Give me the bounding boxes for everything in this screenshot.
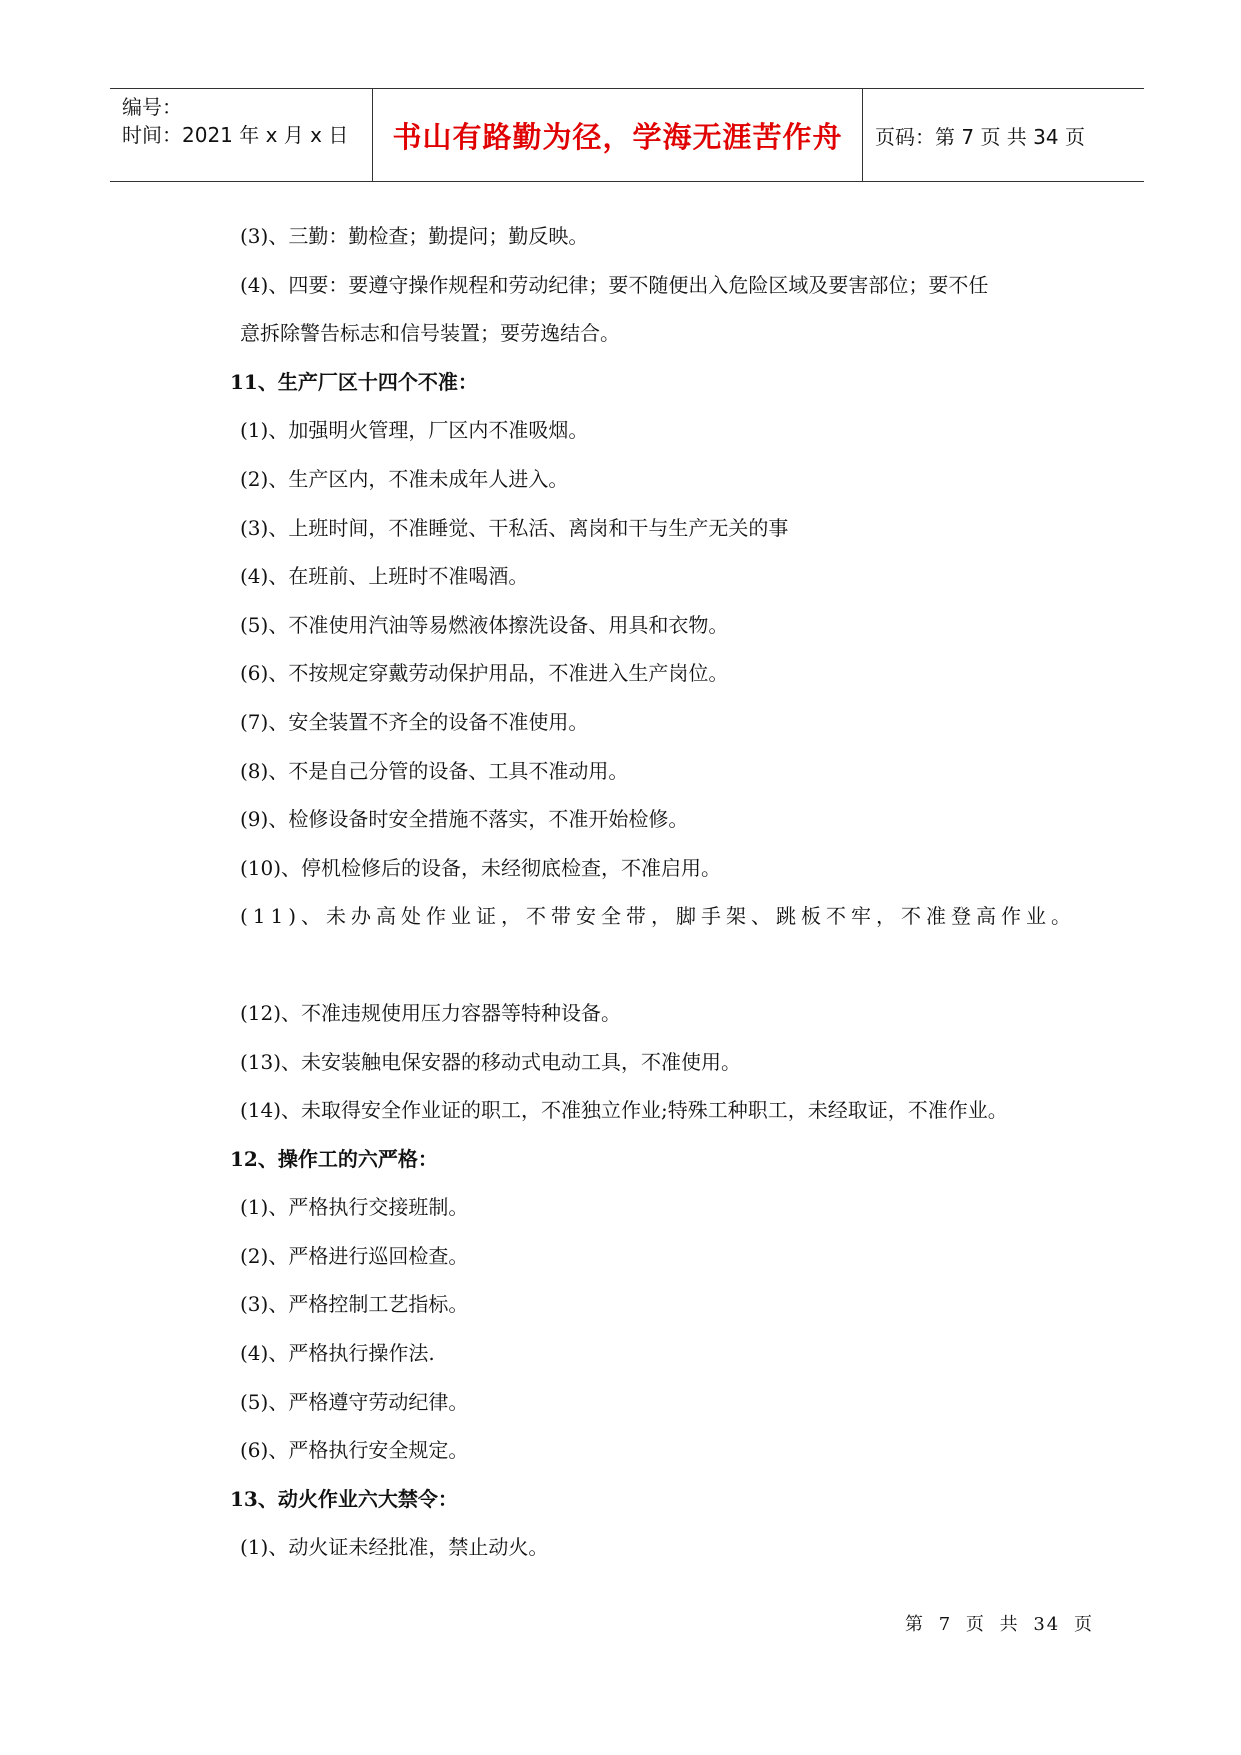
list-item: (1)、动火证未经批准，禁止动火。 (240, 1535, 549, 1560)
list-item: (2)、生产区内，不准未成年人进入。 (240, 466, 569, 491)
list-item: (4)、在班前、上班时不准喝酒。 (240, 564, 529, 589)
paragraph-three-diligences: (3)、三勤：勤检查；勤提问；勤反映。 (240, 224, 589, 248)
time-label: 时间：2021 年 x 月 x 日 (122, 123, 349, 147)
list-item: (1)、严格执行交接班制。 (240, 1195, 469, 1220)
header-page-info: 页码：第 7 页 共 34 页 (875, 124, 1085, 149)
page-footer: 第 7 页 共 34 页 (905, 1614, 1094, 1635)
list-item: (2)、严格进行巡回检查。 (240, 1243, 469, 1268)
list-item: (6)、不按规定穿戴劳动保护用品，不准进入生产岗位。 (240, 661, 729, 686)
list-item: (3)、上班时间，不准睡觉、干私活、离岗和干与生产无关的事 (240, 515, 789, 540)
list-item: (7)、安全装置不齐全的设备不准使用。 (240, 709, 589, 734)
paragraph-four-musts-line2: 意拆除警告标志和信号装置；要劳逸结合。 (240, 321, 620, 346)
header-meta (110, 89, 372, 181)
list-item: (1)、加强明火管理，厂区内不准吸烟。 (240, 418, 589, 443)
document-body (230, 216, 1077, 1576)
list-item: (6)、严格执行安全规定。 (240, 1438, 469, 1463)
list-item: (8)、不是自己分管的设备、工具不准动用。 (240, 758, 629, 783)
section-title-13: 13、动火作业六大禁令： (230, 1486, 458, 1511)
list-item: (4)、严格执行操作法. (240, 1341, 435, 1366)
section-title-11: 11、生产厂区十四个不准： (230, 369, 478, 394)
paragraph-four-musts-line1: (4)、四要：要遵守操作规程和劳动纪律；要不随便出入危险区域及要害部位；要不任 (240, 272, 989, 297)
list-item: (11)、未办高处作业证，不带安全带，脚手架、跳板不牢，不准登高作业。 (240, 904, 1077, 929)
list-item: (5)、严格遵守劳动纪律。 (240, 1389, 469, 1414)
list-item: (5)、不准使用汽油等易燃液体擦洗设备、用具和衣物。 (240, 612, 729, 637)
list-item: (13)、未安装触电保安器的移动式电动工具，不准使用。 (240, 1049, 742, 1074)
blank-gap (240, 945, 1060, 993)
list-item: (10)、停机检修后的设备，未经彻底检查，不准启用。 (240, 855, 722, 880)
section-title-12: 12、操作工的六严格： (230, 1146, 438, 1171)
serial-number-label: 编号： (122, 95, 182, 119)
list-item: (12)、不准违规使用压力容器等特种设备。 (240, 1000, 622, 1025)
document-header (110, 88, 1144, 182)
header-motto: 书山有路勤为径，学海无涯苦作舟 (372, 89, 863, 181)
list-item: (14)、未取得安全作业证的职工，不准独立作业;特殊工种职工，未经取证，不准作业。 (240, 1098, 1008, 1123)
list-item: (3)、严格控制工艺指标。 (240, 1292, 469, 1317)
list-item: (9)、检修设备时安全措施不落实，不准开始检修。 (240, 807, 689, 832)
